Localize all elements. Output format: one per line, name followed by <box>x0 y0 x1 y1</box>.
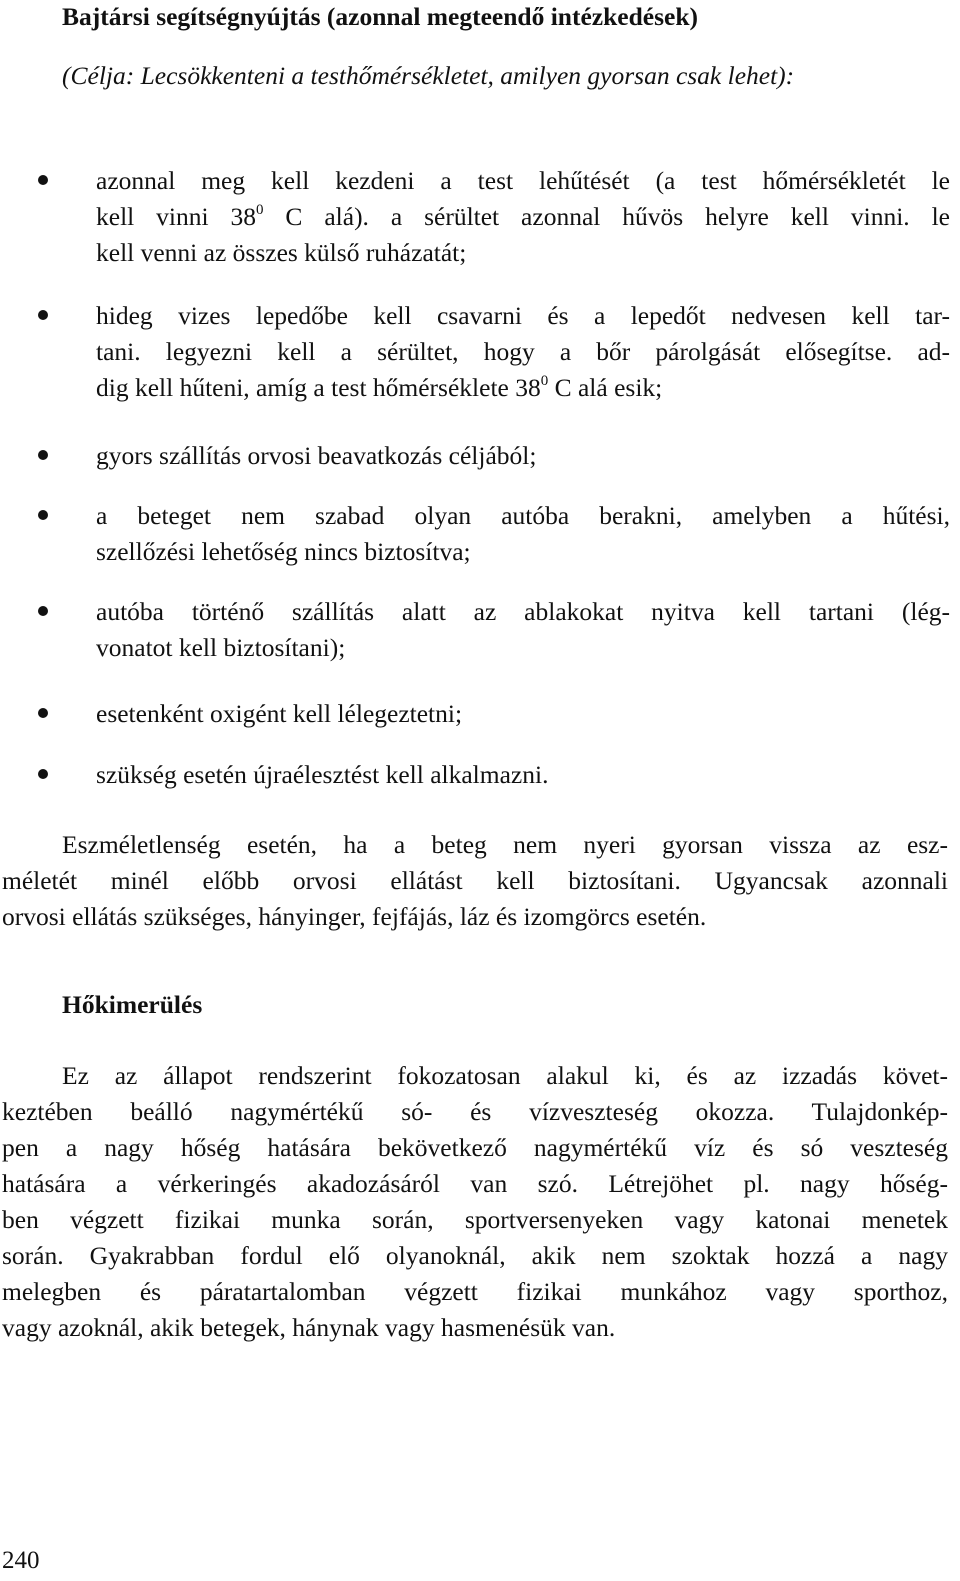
degree-superscript: 0 <box>256 201 264 218</box>
list-item-line: a beteget nem szabad olyan autóba berakni, amelyben a hűtési, <box>96 501 950 530</box>
paragraph-line: vagy azoknál, akik betegek, hánynak vagy hasmenésük van. <box>2 1313 616 1342</box>
list-item-line: esetenként oxigént kell lélegeztetni; <box>96 699 463 728</box>
list-item-line: vonatot kell biztosítani); <box>96 633 346 662</box>
degree-superscript: 0 <box>540 372 549 389</box>
list-item-text: kell vinni 38 <box>96 202 256 231</box>
list-item <box>96 757 950 793</box>
list-item <box>96 163 950 271</box>
paragraph-line: Eszméletlenség esetén, ha a beteg nem nyeri gyorsan vissza az esz- <box>62 830 948 859</box>
list-item <box>96 438 950 474</box>
list-item-line <box>96 370 950 406</box>
section-title: Bajtársi segítségnyújtás (azonnal megteendő intézkedések) <box>62 2 699 31</box>
list-item-line: hideg vizes lepedőbe kell csavarni és a lepedőt nedvesen kell tar- <box>96 301 950 330</box>
paragraph-line: méletét minél előbb orvosi ellátást kell biztosítani. Ugyancsak azonnali <box>2 866 948 895</box>
list-item-line: kell venni az összes külső ruházatát; <box>96 238 467 267</box>
list-item-text: C alá esik; <box>554 373 663 402</box>
paragraph-line: során. Gyakrabban fordul elő olyanoknál, akik nem szoktak hozzá a nagy <box>2 1241 948 1270</box>
paragraph <box>2 1058 948 1346</box>
paragraph-line: hatására a vérkeringés akadozásáról van szó. Létrejöhet pl. nagy hőség- <box>2 1169 948 1198</box>
list-item-line <box>96 199 950 235</box>
list-item <box>96 498 950 570</box>
paragraph-line: Ez az állapot rendszerint fokozatosan alakul ki, és az izzadás követ- <box>62 1061 948 1090</box>
list-item-text: dig kell hűteni, amíg a test hőmérséklete 38 <box>96 373 541 402</box>
list-item <box>96 594 950 666</box>
paragraph-line: keztében beálló nagymértékű só- és vízveszteség okozza. Tulajdonkép- <box>2 1097 948 1126</box>
paragraph-line: ben végzett fizikai munka során, sportversenyeken vagy katonai menetek <box>2 1205 948 1234</box>
list-item-line: szellőzési lehetőség nincs biztosítva; <box>96 537 471 566</box>
list-item-line: gyors szállítás orvosi beavatkozás céljából; <box>96 441 537 470</box>
section-heading: Hőkimerülés <box>62 990 203 1019</box>
paragraph-line: pen a nagy hőség hatására bekövetkező nagymértékű víz és só veszteség <box>2 1133 948 1162</box>
list-item-line: azonnal meg kell kezdeni a test lehűtését (a test hőmérsékletét le <box>96 166 950 195</box>
list-item <box>96 696 950 732</box>
list-item-line: tani. legyezni kell a sérültet, hogy a bőr párolgását elősegítse. ad- <box>96 337 950 366</box>
list-item-line: szükség esetén újraélesztést kell alkalmazni. <box>96 760 549 789</box>
page-number: 240 <box>2 1547 40 1574</box>
intro-purpose: (Célja: Lecsökkenteni a testhőmérsékletet, amilyen gyorsan csak lehet): <box>62 61 795 90</box>
paragraph-line: orvosi ellátás szükséges, hányinger, fejfájás, láz és izomgörcs esetén. <box>2 902 707 931</box>
paragraph-line: melegben és páratartalomban végzett fizikai munkához vagy sporthoz, <box>2 1277 948 1306</box>
list-item <box>96 298 950 406</box>
list-item-text: C alá). a sérültet azonnal hűvös helyre kell vinni. le <box>285 202 950 231</box>
list-item-line: autóba történő szállítás alatt az ablakokat nyitva kell tartani (lég- <box>96 597 950 626</box>
paragraph <box>2 827 948 935</box>
